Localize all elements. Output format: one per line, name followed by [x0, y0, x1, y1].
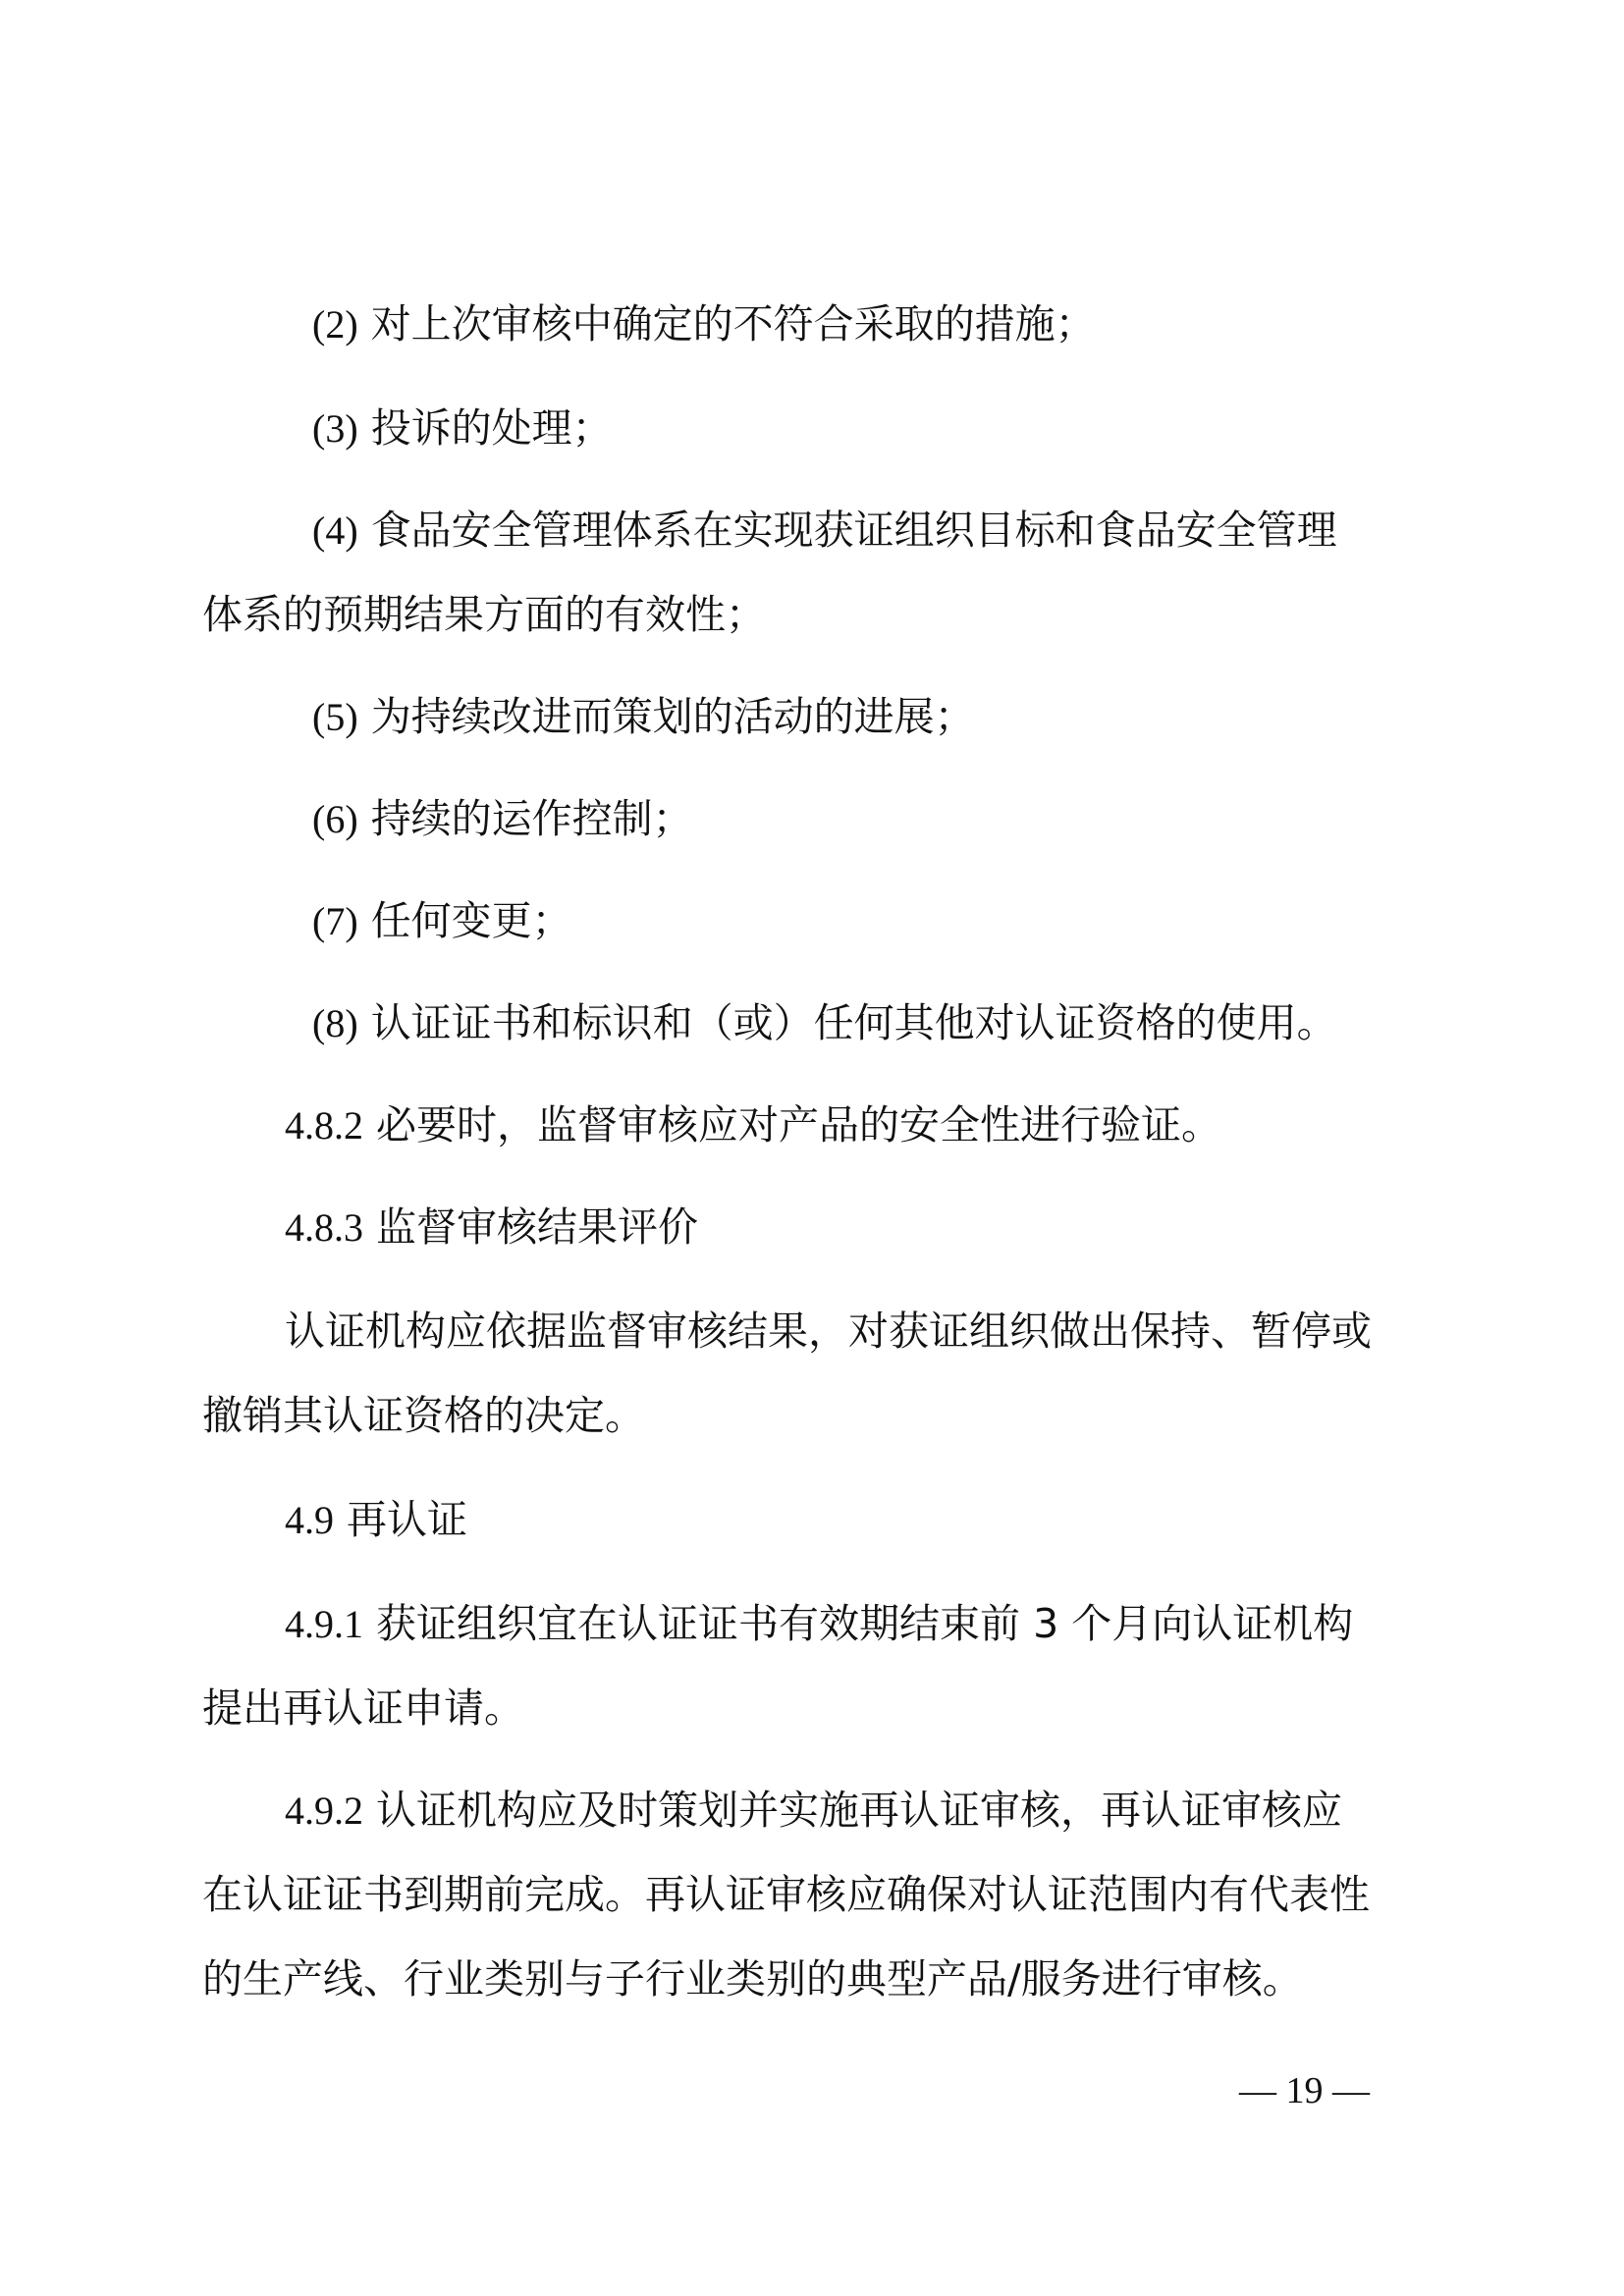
list-item-7-label: (7)	[312, 899, 358, 943]
clause-4-8-2	[285, 1095, 1221, 1154]
list-item-8	[312, 993, 1337, 1052]
list-item-5-label: (5)	[312, 695, 358, 739]
paragraph-4-8-3-line-2	[202, 1386, 645, 1445]
clause-4-9-2-line-3	[202, 1949, 1303, 2008]
list-item-7	[312, 891, 572, 950]
list-item-2	[312, 294, 1096, 353]
clause-4-9-2-number: 4.9.2	[285, 1789, 363, 1833]
clause-4-9-2-line-1	[285, 1781, 1342, 1840]
clause-4-9-1-text-1: 获证组织宜在认证证书有效期结束前 3 个月向认证机构	[376, 1600, 1354, 1647]
list-item-2-label: (2)	[312, 302, 358, 347]
list-item-8-text: 认证证书和标识和（或）任何其他对认证资格的使用。	[370, 999, 1337, 1046]
list-item-6-text: 持续的运作控制；	[370, 795, 693, 842]
list-item-3	[312, 399, 613, 457]
clause-4-8-3-text: 监督审核结果评价	[376, 1203, 699, 1251]
list-item-6-label: (6)	[312, 797, 358, 841]
clause-4-9-1-line-2	[202, 1679, 524, 1737]
list-item-2-text: 对上次审核中确定的不符合采取的措施；	[370, 300, 1096, 347]
clause-4-9-1-line-1	[285, 1594, 1353, 1653]
list-item-5-text: 为持续改进而策划的活动的进展；	[370, 693, 975, 740]
page-number: — 19 —	[1239, 2070, 1370, 2111]
list-item-4	[312, 501, 1337, 560]
section-4-9-heading	[285, 1490, 467, 1549]
paragraph-4-8-3-line-1	[285, 1302, 1372, 1361]
clause-4-9-2-line-2	[202, 1865, 1370, 1924]
clause-4-9-2-text-3: 的生产线、行业类别与子行业类别的典型产品/服务进行审核。	[202, 1955, 1303, 2002]
section-4-9-title: 再认证	[347, 1496, 468, 1543]
list-item-6	[312, 789, 693, 848]
list-item-8-label: (8)	[312, 1001, 358, 1045]
clause-4-9-2-text-1: 认证机构应及时策划并实施再认证审核，再认证审核应	[376, 1787, 1343, 1834]
clause-4-9-1-number: 4.9.1	[285, 1602, 363, 1646]
list-item-4-continuation	[202, 585, 766, 644]
list-item-7-text: 任何变更；	[370, 897, 572, 944]
list-item-4-text-cont: 体系的预期结果方面的有效性；	[202, 591, 766, 638]
list-item-3-text: 投诉的处理；	[370, 404, 613, 452]
clause-4-9-2-text-2: 在认证证书到期前完成。再认证审核应确保对认证范围内有代表性	[202, 1871, 1370, 1918]
clause-4-9-1-text-2: 提出再认证申请。	[202, 1684, 524, 1732]
list-item-5	[312, 687, 975, 746]
clause-4-8-3	[285, 1198, 698, 1256]
clause-4-8-2-text: 必要时，监督审核应对产品的安全性进行验证。	[376, 1101, 1222, 1148]
clause-4-8-3-number: 4.8.3	[285, 1205, 363, 1250]
clause-4-8-2-number: 4.8.2	[285, 1103, 363, 1148]
list-item-4-text: 食品安全管理体系在实现获证组织目标和食品安全管理	[370, 507, 1337, 554]
list-item-4-label: (4)	[312, 508, 358, 553]
section-4-9-number: 4.9	[285, 1498, 334, 1542]
paragraph-4-8-3-text-2: 撤销其认证资格的决定。	[202, 1392, 645, 1439]
paragraph-4-8-3-text-1: 认证机构应依据监督审核结果，对获证组织做出保持、暂停或	[285, 1308, 1372, 1355]
list-item-3-label: (3)	[312, 406, 358, 451]
